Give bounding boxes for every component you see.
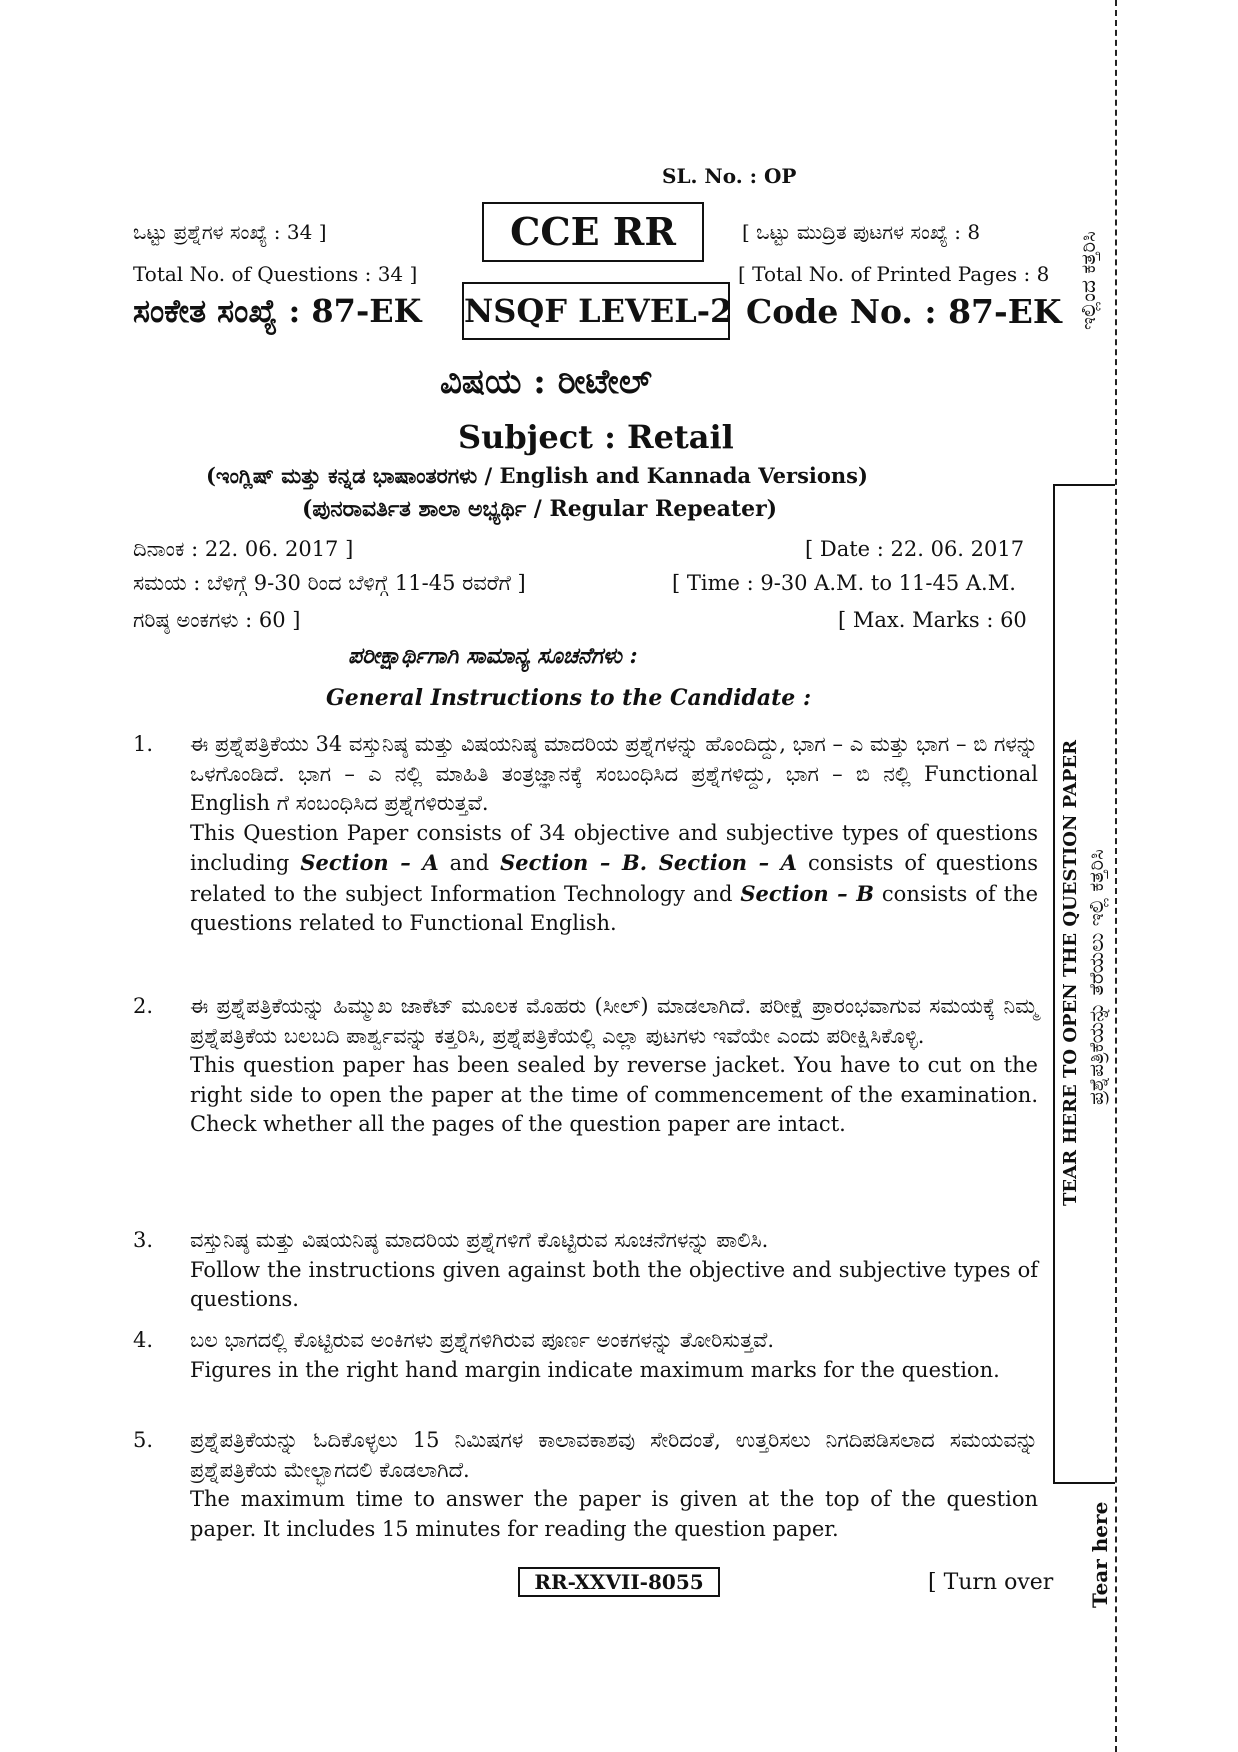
kn-printed-pages: [ ಒಟ್ಟು ಮುದ್ರಿತ ಪುಟಗಳ ಸಂಖ್ಯೆ : 8 [742,220,981,244]
instruction-number: 1. [133,732,154,756]
kn-total-questions: ಒಟ್ಟು ಪ್ರಶ್ನೆಗಳ ಸಂಖ್ಯೆ : 34 ] [133,220,327,244]
en-tear-here-label: Tear here [1088,1501,1112,1608]
instruction-number: 3. [133,1228,154,1252]
instruction-item [133,1226,1038,1315]
instruction-number: 4. [133,1328,154,1352]
instruction-en-text: Figures in the right hand margin indicate maximum marks for the question. [190,1357,1000,1382]
kn-time: ಸಮಯ : ಬೆಳಿಗ್ಗೆ 9-30 ರಿಂದ ಬೆಳಿಗ್ಗೆ 11-45 ರವರೆಗೆ ] [133,571,526,595]
instruction-en-text: This question paper has been sealed by reverse jacket. You have to cut on the right side to open the paper at the time of commencement of the examination. Check whether all the pages of the question paper are intact. [190,1053,1038,1136]
paper-code-box [518,1567,720,1597]
kn-date: ದಿನಾಂಕ : 22. 06. 2017 ] [133,537,354,561]
instruction-en-text: Follow the instructions given against both the objective and subjective types of questions. [190,1257,1038,1311]
instruction-item [133,992,1038,1140]
en-max-marks: [ Max. Marks : 60 [838,608,1027,632]
kn-code-number: ಸಂಕೇತ ಸಂಖ್ಯೆ : 87-EK [133,292,422,330]
candidate-type: (ಪುನರಾವರ್ತಿತ ಶಾಲಾ ಅಭ್ಯರ್ಥಿ / Regular Repeater) [302,496,778,522]
kn-subject-title: ವಿಷಯ : ರೀಟೇಲ್ [440,362,652,402]
en-printed-pages: [ Total No. of Printed Pages : 8 [738,262,1050,286]
en-time: [ Time : 9-30 A.M. to 11-45 A.M. [672,571,1016,595]
kn-max-marks: ಗರಿಷ್ಠ ಅಂಕಗಳು : 60 ] [133,608,301,632]
kn-tear-to-open-label: ಪ್ರಶ್ನೆಪತ್ರಿಕೆಯನ್ನು ತೆರೆಯಲು ಇಲ್ಲಿ ಕತ್ತರಿಸಿ [1084,849,1108,1105]
instruction-kn-text: ಬಲ ಭಾಗದಲ್ಲಿ ಕೊಟ್ಟಿರುವ ಅಂಕಿಗಳು ಪ್ರಶ್ನೆಗಳಿಗಿರುವ ಪೂರ್ಣ ಅಂಕಗಳನ್ನು ತೋರಿಸುತ್ತವೆ. [190,1328,775,1352]
cut-line [1115,0,1117,1752]
instruction-number: 2. [133,994,154,1018]
cce-rr-label: CCE RR [510,209,676,254]
en-total-questions: Total No. of Questions : 34 ] [133,262,418,286]
instruction-kn-text: ವಸ್ತುನಿಷ್ಠ ಮತ್ತು ವಿಷಯನಿಷ್ಠ ಮಾದರಿಯ ಪ್ರಶ್ನೆಗಳಿಗೆ ಕೊಟ್ಟಿರುವ ಸೂಚನೆಗಳನ್ನು ಪಾಲಿಸಿ. [190,1228,769,1252]
kn-cut-here-label: ಇಲ್ಲಿಂದ ಕತ್ತರಿಸಿ [1076,231,1100,330]
nsqf-level-box [462,282,733,340]
instruction-item [133,1326,1038,1385]
instruction-en-text: The maximum time to answer the paper is given at the top of the question paper. It includes 15 minutes for reading the question paper. [190,1487,1038,1541]
instruction-en-text: This Question Paper consists of 34 objective and subjective types of questions including Section – A and Section – B. Section – A consists of questions related to the subject Information Technology and Section – B consists of the questions related to Functional English. [190,820,1038,935]
kn-instructions-heading: ಪರೀಕ್ಷಾರ್ಥಿಗಾಗಿ ಸಾಮಾನ್ಯ ಸೂಚನೆಗಳು : [348,643,638,669]
en-subject-title: Subject : Retail [458,418,734,456]
instruction-kn-text: ಈ ಪ್ರಶ್ನೆಪತ್ರಿಕೆಯನ್ನು ಹಿಮ್ಮುಖ ಜಾಕೆಟ್ ಮೂಲಕ ಮೊಹರು (ಸೀಲ್) ಮಾಡಲಾಗಿದೆ. ಪರೀಕ್ಷೆ ಪ್ರಾರಂಭವಾಗುವ ಸಮಯಕ್ಕೆ ನಿಮ್ಮ ಪ್ರಶ್ನೆಪತ್ರಿಕೆಯ ಬಲಬದಿ ಪಾರ್ಶ್ವವನ್ನು ಕತ್ತರಿಸಿ, ಪ್ರಶ್ನೆಪತ್ರಿಕೆಯಲ್ಲಿ ಎಲ್ಲಾ ಪುಟಗಳು ಇವೆಯೇ ಎಂದು ಪರೀಕ್ಷಿಸಿಕೊಳ್ಳಿ. [190,994,1038,1048]
paper-code: RR-XXVII-8055 [534,1570,704,1594]
instruction-kn-text: ಪ್ರಶ್ನೆಪತ್ರಿಕೆಯನ್ನು ಓದಿಕೊಳ್ಳಲು 15 ನಿಮಿಷಗಳ ಕಾಲಾವಕಾಶವು ಸೇರಿದಂತೆ, ಉತ್ತರಿಸಲು ನಿಗದಿಪಡಿಸಲಾದ ಸಮಯವನ್ನು ಪ್ರಶ್ನೆಪತ್ರಿಕೆಯ ಮೇಲ್ಭಾಗದಲಿ ಕೊಡಲಾಗಿದೆ. [190,1428,1038,1482]
en-code-number: Code No. : 87-EK [746,292,1062,331]
turn-over-label: [ Turn over [928,1570,1054,1595]
instruction-item [133,1426,1038,1544]
instruction-kn-text: ಈ ಪ್ರಶ್ನೆಪತ್ರಿಕೆಯು 34 ವಸ್ತುನಿಷ್ಠ ಮತ್ತು ವಿಷಯನಿಷ್ಠ ಮಾದರಿಯ ಪ್ರಶ್ನೆಗಳನ್ನು ಹೊಂದಿದ್ದು, ಭಾಗ – ಎ ಮತ್ತು ಭಾಗ – ಬಿ ಗಳನ್ನು ಒಳಗೊಂಡಿದೆ. ಭಾಗ – ಎ ನಲ್ಲಿ ಮಾಹಿತಿ ತಂತ್ರಜ್ಞಾನಕ್ಕೆ ಸಂಬಂಧಿಸಿದ ಪ್ರಶ್ನೆಗಳಿದ್ದು, ಭಾಗ – ಬಿ ನಲ್ಲಿ Functional English ಗೆ ಸಂಬಂಧಿಸಿದ ಪ್ರಶ್ನೆಗಳಿರುತ್ತವೆ. [190,732,1038,815]
en-date: [ Date : 22. 06. 2017 [805,537,1025,561]
nsqf-level-label: NSQF LEVEL-2 [464,292,733,330]
en-instructions-heading: General Instructions to the Candidate : [326,685,812,711]
versions-line: (ಇಂಗ್ಲಿಷ್ ಮತ್ತು ಕನ್ನಡ ಭಾಷಾಂತರಗಳು / English and Kannada Versions) [206,463,868,488]
serial-number: SL. No. : OP [662,164,797,188]
en-tear-to-open-label: TEAR HERE TO OPEN THE QUESTION PAPER [1060,739,1081,1206]
instruction-number: 5. [133,1428,154,1452]
instruction-item [133,730,1038,939]
cce-rr-box [482,202,704,262]
